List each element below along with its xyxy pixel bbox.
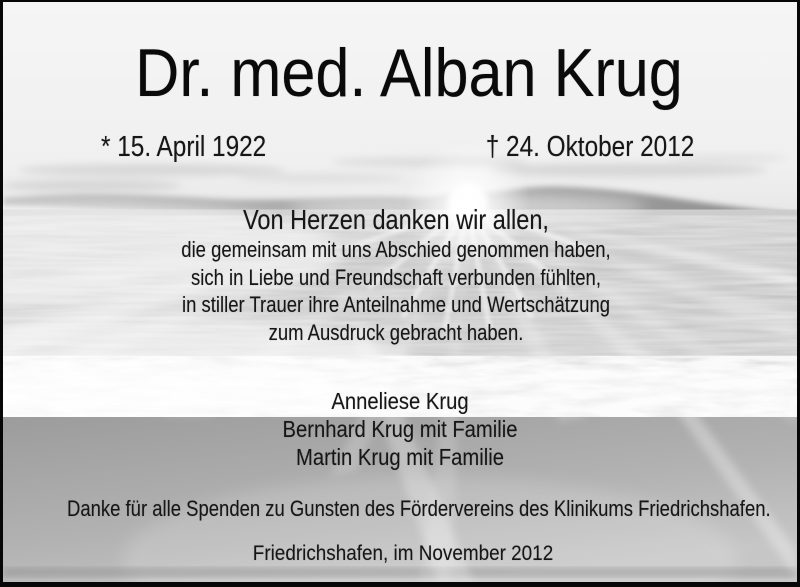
thanks-heading: Von Herzen danken wir allen,: [243, 204, 549, 235]
mourners-block: [48, 387, 752, 471]
thanks-line: die gemeinsam mit uns Abschied genommen haben,: [181, 237, 611, 262]
thanks-line: sich in Liebe und Freundschaft verbunden fühlten,: [191, 264, 601, 290]
death-date: † 24. Oktober 2012: [485, 131, 694, 163]
donation-note: Danke für alle Spenden zu Gunsten des Fördervereins des Klinikums Friedrichshafen.: [67, 496, 771, 521]
thanks-line: zum Ausdruck gebracht haben.: [268, 319, 524, 345]
birth-date: * 15. April 1922: [101, 131, 267, 163]
thanks-block: [60, 204, 732, 346]
mourner-name: Martin Krug mit Familie: [295, 444, 505, 470]
deceased-name: Dr. med. Alban Krug: [135, 35, 683, 111]
mourner-name: Bernhard Krug mit Familie: [282, 416, 518, 442]
place-date: Friedrichshafen, im November 2012: [252, 542, 554, 565]
mourner-name: Anneliese Krug: [331, 388, 469, 414]
thanks-line: in stiller Trauer ihre Anteilnahme und Wertschätzung: [181, 292, 611, 317]
bottom-shade: [3, 567, 797, 577]
